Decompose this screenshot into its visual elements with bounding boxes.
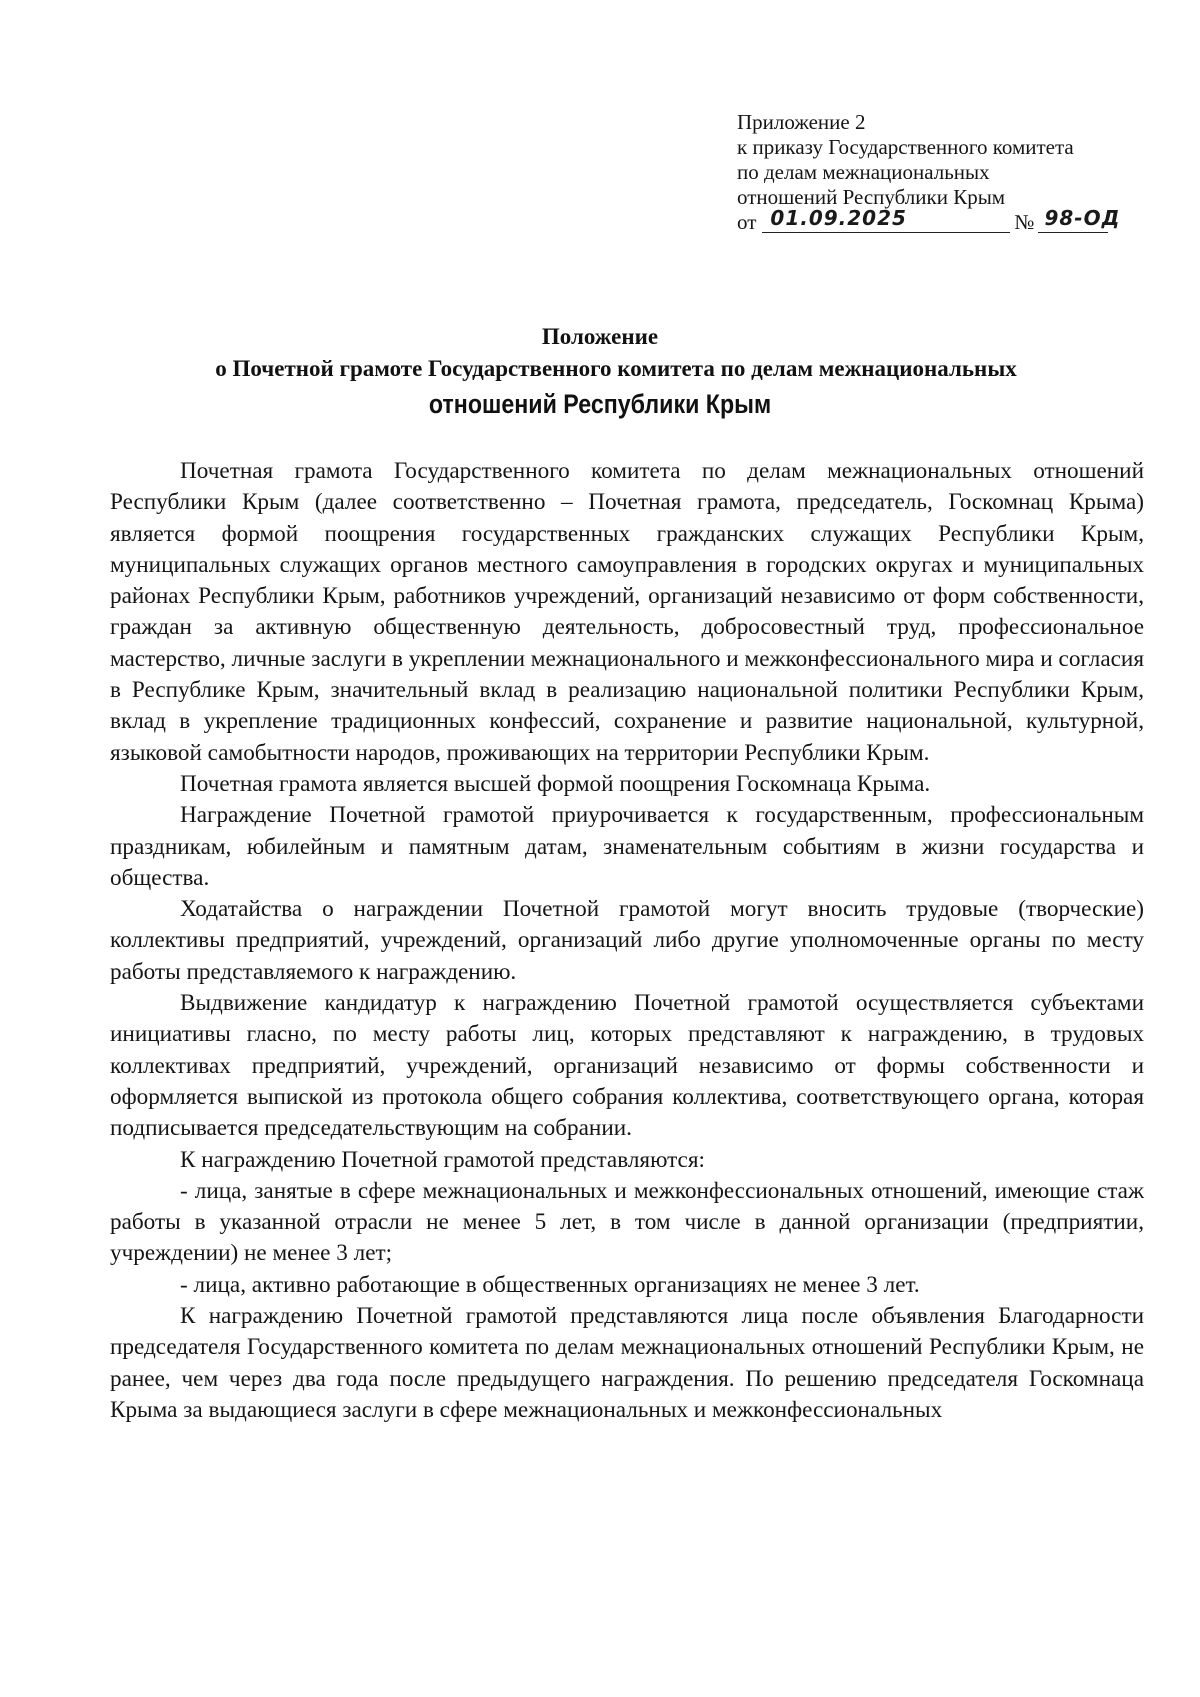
document-body <box>110 456 1144 1426</box>
appendix-line-1: Приложение 2 <box>737 110 866 134</box>
number-label: № <box>1014 210 1035 234</box>
document-subtitle-line-2: отношений Республики Крым <box>428 389 772 419</box>
document-title: Положение <box>541 324 659 349</box>
paragraph: Награждение Почетной грамотой приурочивается к государственным, профессиональным праздникам, юбилейным и памятным датам, знаменательным событиям в жизни государства и общества. <box>110 802 1144 891</box>
appendix-line-4: отношений Республики Крым <box>737 185 1006 209</box>
document-subtitle-line-1: о Почетной грамоте Государственного комитета по делам межнациональных <box>215 356 1017 381</box>
number-group <box>1014 206 1121 235</box>
paragraph: Почетная грамота является высшей формой поощрения Госкомнаца Крыма. <box>180 770 931 797</box>
appendix-line-3: по делам межнациональных <box>737 160 990 184</box>
appendix-line-2: к приказу Государственного комитета <box>737 135 1074 159</box>
order-date-number-line <box>737 206 1157 235</box>
paragraph: Выдвижение кандидатур к награждению Почетной грамотой осуществляется субъектами инициативы гласно, по месту работы лиц, которых представляют к награждению, в трудовых коллективах предприятий, учреждений, организаций независимо от формы собственности и оформляется выпиской из протокола общего собрания коллектива, соответствующего органа, которая подписывается председательствующим на собрании. <box>110 990 1144 1142</box>
paragraph: Ходатайства о награждении Почетной грамотой могут вносить трудовые (творческие) коллективы предприятий, учреждений, организаций либо другие уполномоченные органы по месту работы представляемого к награждению. <box>110 896 1144 985</box>
handwritten-date: 01.09.2025 <box>770 206 907 230</box>
handwritten-number: 98-ОД <box>1044 206 1121 230</box>
from-label: от <box>737 210 757 234</box>
number-field <box>1038 206 1121 233</box>
paragraph: К награждению Почетной грамотой представляются: <box>180 1146 705 1173</box>
list-item: - лица, активно работающие в общественных организациях не менее 3 лет. <box>180 1271 920 1298</box>
list-item: - лица, занятые в сфере межнациональных и межконфессиональных отношений, имеющие стаж работы в указанной отрасли не менее 5 лет, в том числе в данной организации (предприятии, учреждении) не менее 3 лет; <box>110 1177 1144 1267</box>
date-field <box>762 206 1010 233</box>
appendix-header <box>737 110 1157 235</box>
paragraph: К награждению Почетной грамотой представляются лица после объявления Благодарности председателя Государственного комитета по делам межнациональных отношений Республики Крым, не ранее, чем через два года после предыдущего награждения. По решению председателя Госкомнаца Крыма за выдающиеся заслуги в сфере межнациональных и межконфессиональных <box>110 1303 1144 1423</box>
paragraph: Почетная грамота Государственного комитета по делам межнациональных отношений Республики Крым (далее соответственно – Почетная грамота, председатель, Госкомнац Крыма) является формой поощрения государственных гражданских служащих Республики Крым, муниципальных служащих органов местного самоуправления в городских округах и муниципальных районах Республики Крым, работников учреждений, организаций независимо от форм собственности, граждан за активную общественную деятельность, добросовестный труд, профессиональное мастерство, личные заслуги в укреплении межнационального и межконфессионального мира и согласия в Республике Крым, значительный вклад в реализацию национальной политики Республики Крым, вклад в укрепление традиционных конфессий, сохранение и развитие национальной, культурной, языковой самобытности народов, проживающих на территории Республики Крым. <box>110 458 1144 766</box>
